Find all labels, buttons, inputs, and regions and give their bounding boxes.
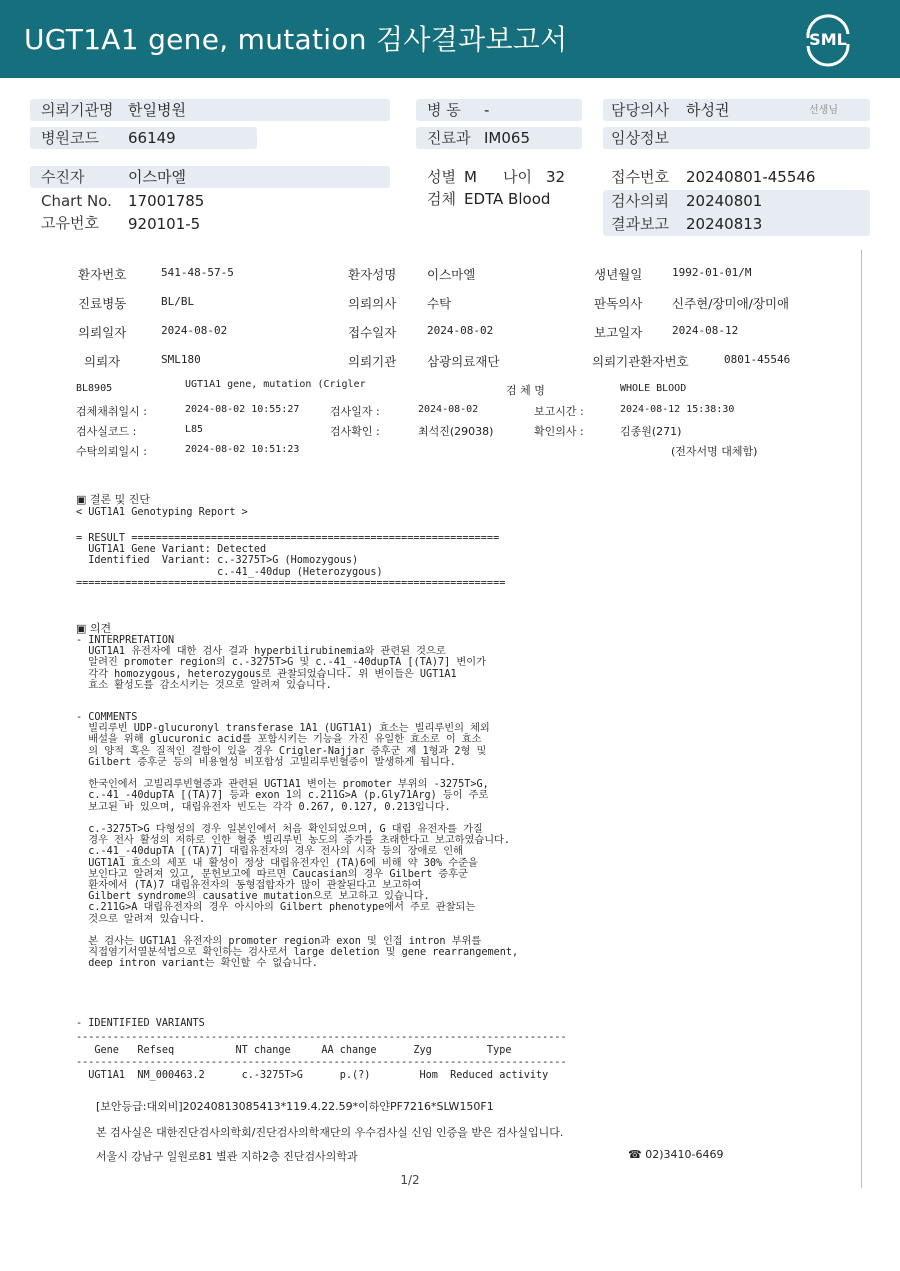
lab-code-label: 검사실코드 :	[76, 425, 137, 438]
sex-label: 성별	[427, 168, 456, 186]
logo-text: SML	[809, 30, 847, 49]
unique-no-label: 고유번호	[41, 214, 99, 232]
comments-text: - COMMENTS 빌리루빈 UDP-glucuronyl transferase 1A1 (UGT1A1) 효소는 빌리루빈의 체외 배설을 위해 glucuronic acid를 포함시키는 기능을 가진 유일한 효소로 이 효소 의 양적 혹은 질적인 결함이 있을 경우 Crigler-Najjar 증후군 제 1형과 2형 및 Gilbert 증후군 등의 비용혈성 비포합성 고빌리루빈혈증이 발생하게 됩니다. 한국인에서 고빌리루빈혈증과 관련된 UGT1A1 변이는 promoter 부위의 -3275T>G, c.-41_-40dupTA [(TA)7] 등과 exon 1의 c.211G>A (p.Gly71Arg) 등이 주로 보고된 바 있으며, 대립유전자 빈도는 각각 0.267, 0.127, 0.213입니다. c.-3275T>G 다형성의 경우 일본인에서 처음 확인되었으며, G 대립 유전자를 가질 경우 전사 활성의 저하로 인한 혈중 빌리루빈 농도의 증가를 초래한다고 보고하였습니다. c.-41_-40dupTA [(TA)7] 대립유전자의 경우 전사의 시작 등의 장애로 인해 UGT1A1 효소의 세포 내 활성이 정상 대립유전자인 (TA)6에 비해 약 30% 수준을 보인다고 알려져 있고, 문헌보고에 따르면 Caucasian의 경우 Gilbert 증후군 환자에서 (TA)7 대립유전자의 동형접합자가 많이 관찰된다고 보고하여 Gilbert syndrome의 causative mutation으로 보고하고 있습니다. c.211G>A 대립유전자의 경우 아시아의 Gilbert phenotype에서 주로 관찰되는 것으로 알려져 있습니다. 본 검사는 UGT1A1 유전자의 promoter region과 exon 및 인접 intron 부위를 직접염기서열분석법으로 확인하는 검사로서 large deletion 및 gene rearrangement, deep intron variant는 확인할 수 없습니다.	[76, 712, 519, 970]
collect-value: 2024-08-02 10:55:27	[185, 404, 300, 415]
clinical-info-label: 임상정보	[611, 129, 669, 147]
patient-name-value: 이스마엘	[128, 168, 186, 186]
reading-doctor-label: 판독의사	[594, 296, 643, 311]
received-value: 2024-08-02 10:51:23	[185, 444, 300, 455]
specimen-value: EDTA Blood	[464, 190, 551, 208]
result-report-value: 20240813	[686, 215, 763, 233]
report-date-value: 2024-08-12	[672, 324, 739, 337]
doctor-label: 담당의사	[611, 101, 669, 119]
received-label: 수탁의뢰일시 :	[76, 445, 147, 458]
receipt-no-label: 접수번호	[611, 168, 669, 186]
security-line: [보안등급:대외비]20240813085413*119.4.22.59*이하얀PF7216*SLW150F1	[96, 1100, 494, 1113]
esign-note: (전자서명 대체함)	[671, 445, 758, 458]
interpretation-text: - INTERPRETATION UGT1A1 유전자에 대한 검사 결과 hyperbilirubinemia와 관련된 것으로 알려진 promoter region의 c.-3275T>G 및 c.-41_-40dupTA [(TA)7] 변이가 각각 homozygous, heterozygous로 관찰되었습니다. 위 변이들은 UGT1A1 효소 활성도를 감소시키는 것으로 알려져 있습니다.	[76, 635, 486, 691]
age-value: 32	[546, 168, 566, 186]
receipt-date-value: 2024-08-02	[427, 324, 494, 337]
certification-line: 본 검사실은 대한진단검사의학회/진단검사의학재단의 우수검사실 신임 인증을 받은 검사실입니다.	[96, 1126, 564, 1139]
lab-code-value: L85	[185, 424, 204, 435]
report-title: UGT1A1 gene, mutation 검사결과보고서	[24, 23, 568, 56]
page-number: 1/2	[400, 1173, 420, 1187]
patient-name-label: 환자성명	[348, 267, 397, 282]
org-patient-no-label: 의뢰기관환자번호	[592, 354, 689, 369]
patient-name-label: 수진자	[41, 168, 85, 186]
test-code: BL8905	[76, 383, 113, 394]
department-value: IM065	[484, 129, 530, 147]
report-date-label: 보고일자	[594, 325, 643, 340]
scanned-report	[60, 250, 862, 1188]
ordering-doctor-value: 수탁	[427, 296, 452, 311]
org-patient-no-value: 0801-45546	[724, 353, 791, 366]
sml-logo	[800, 12, 856, 68]
report-time-value: 2024-08-12 15:38:30	[620, 404, 735, 415]
birth-value: 1992-01-01/M	[672, 266, 752, 279]
specimen-name-label: 검 체 명	[506, 384, 545, 397]
identified-variants-title: - IDENTIFIED VARIANTS	[76, 1018, 205, 1029]
requester-label: 의뢰자	[84, 354, 121, 369]
receipt-no-value: 20240801-45546	[686, 168, 816, 186]
hospital-code-value: 66149	[128, 129, 176, 147]
collect-label: 검체채취일시 :	[76, 405, 147, 418]
department-label: 진료과	[427, 129, 471, 147]
test-date-label: 검사일자 :	[330, 405, 380, 418]
request-date-value: 2024-08-02	[161, 324, 228, 337]
result-block: = RESULT ============================================================ UGT1A1 Gene Variant: Detected Identified Variant: c.-3275T>G (Homozygous) c.-41_-40dup (Heterozygous) ======================================================================	[76, 533, 506, 589]
conclusion-title: ▣ 결론 및 진단	[76, 493, 151, 506]
report-time-label: 보고시간 :	[534, 405, 584, 418]
test-request-value: 20240801	[686, 192, 763, 210]
reading-doctor-value: 신주현/장미애/장미애	[672, 296, 790, 311]
variants-table: -------------------------------------------------------------------------------- Gene Refseq NT change AA change Zyg Type -------------------------------------------------------------------------------- UGT1A1 NM_000463.2 c.-3275T>G p.(?) Hom Reduced activity	[76, 1032, 567, 1081]
patient-no-value: 541-48-57-5	[161, 266, 234, 279]
receipt-date-label: 접수일자	[348, 325, 397, 340]
result-report-label: 결과보고	[611, 215, 669, 233]
phone-line: ☎ 02)3410-6469	[628, 1148, 724, 1161]
opinion-title: ▣ 의견	[76, 622, 112, 635]
conclusion-subtitle: < UGT1A1 Genotyping Report >	[76, 507, 248, 518]
request-org-label: 의뢰기관	[348, 354, 397, 369]
specimen-name-value: WHOLE BLOOD	[620, 383, 687, 394]
address-line: 서울시 강남구 일원로81 별관 지하2층 진단검사의학과	[96, 1150, 358, 1163]
doctor-value: 하성권	[686, 101, 730, 119]
request-org-label: 의뢰기관명	[41, 101, 114, 119]
ward-label: 진료병동	[78, 296, 127, 311]
birth-label: 생년월일	[594, 267, 643, 282]
request-date-label: 의뢰일자	[78, 325, 127, 340]
test-date-value: 2024-08-02	[418, 404, 479, 415]
specimen-label: 검체	[427, 190, 456, 208]
patient-name-value: 이스마엘	[427, 267, 476, 282]
report-header	[0, 0, 900, 78]
ward-value: BL/BL	[161, 295, 195, 308]
chart-no-label: Chart No.	[41, 192, 112, 210]
ward-value: -	[484, 101, 490, 119]
chart-no-value: 17001785	[128, 192, 205, 210]
request-org-value: 한일병원	[128, 101, 186, 119]
doctor-suffix: 선생님	[809, 105, 838, 116]
test-request-label: 검사의뢰	[611, 192, 669, 210]
ordering-doctor-label: 의뢰의사	[348, 296, 397, 311]
confirm-doctor-label: 확인의사 :	[534, 425, 584, 438]
age-label: 나이	[503, 168, 532, 186]
ward-label: 병 동	[427, 101, 461, 119]
page-edge-line	[861, 250, 862, 1188]
confirm-value: 최석진(29038)	[418, 425, 494, 438]
confirm-label: 검사확인 :	[330, 425, 380, 438]
confirm-doctor-value: 김종원(271)	[620, 425, 682, 438]
hospital-code-label: 병원코드	[41, 129, 99, 147]
patient-no-label: 환자번호	[78, 267, 127, 282]
requester-value: SML180	[161, 353, 201, 366]
unique-no-value: 920101-5	[128, 215, 201, 233]
test-name: UGT1A1 gene, mutation (Crigler	[185, 379, 366, 390]
sex-value: M	[464, 168, 477, 186]
request-org-value: 삼광의료재단	[427, 354, 500, 369]
